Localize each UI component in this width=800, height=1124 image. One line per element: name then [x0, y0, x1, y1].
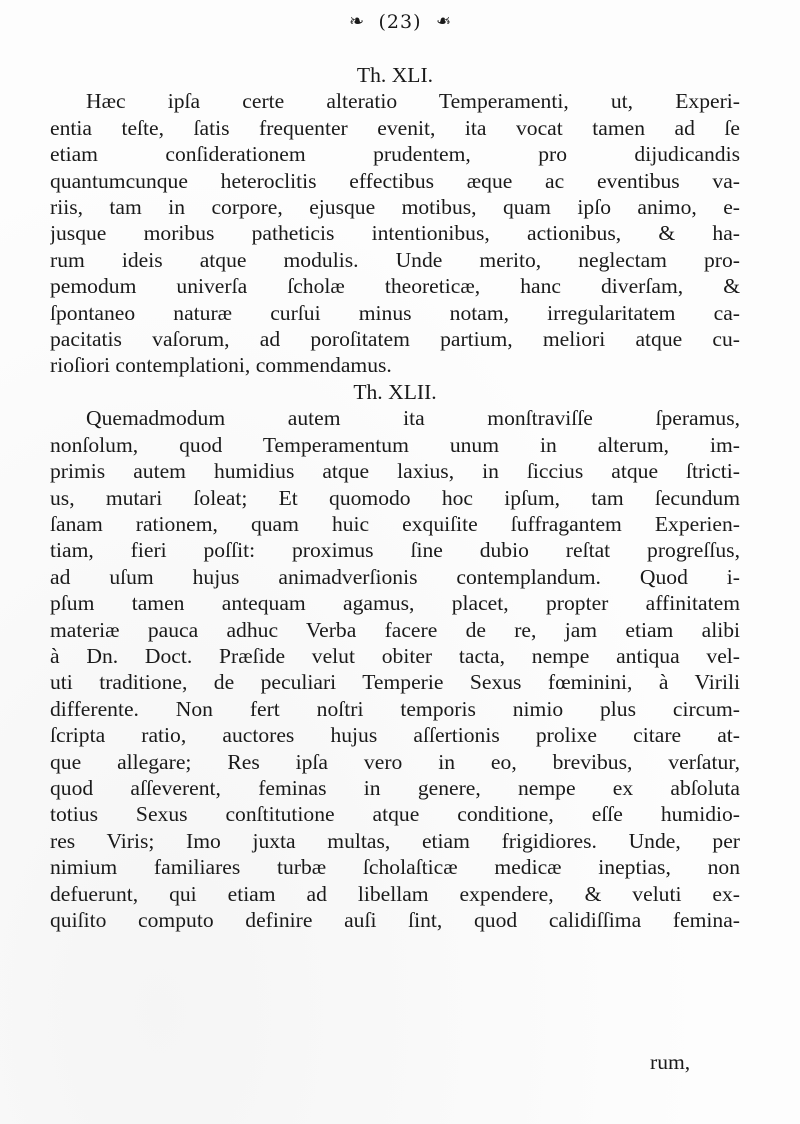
catchword: rum, [650, 1050, 691, 1074]
text-line: differente. Non fert noſtri temporis nimio plus circum- [50, 696, 740, 721]
text-line: rioſiori contemplationi, commendamus. [50, 353, 392, 378]
text-line: defuerunt, qui etiam ad libellam expendere, & veluti ex- [50, 881, 740, 906]
text-line: us, mutari ſoleat; Et quomodo hoc ipſum, tam ſecundum [50, 485, 740, 510]
text-line: pacitatis vaſorum, ad poroſitatem partium, meliori atque cu- [50, 327, 740, 352]
text-line: quod aſſeverent, feminas in genere, nempe ex abſoluta [50, 775, 740, 800]
text-line: res Viris; Imo juxta multas, etiam frigidiores. Unde, per [50, 828, 740, 853]
text-line: quantumcunque heteroclitis effectibus æque ac eventibus va- [50, 168, 740, 193]
page-header [0, 8, 800, 33]
text-line: materiæ pauca adhuc Verba facere de re, jam etiam alibi [50, 617, 740, 642]
text-line: Hæc ipſa certe alteratio Temperamenti, ut, Experi- [86, 89, 740, 114]
text-line: tiam, fieri poſſit: proximus ſine dubio reſtat progreſſus, [50, 538, 740, 563]
section-heading: Th. XLII. [353, 379, 437, 404]
text-line: quiſito computo definire auſi ſint, quod calidiſſima femina- [50, 908, 740, 932]
text-line: ſanam rationem, quam huic exquiſite ſuffragantem Experien- [50, 511, 740, 536]
text-line: nimium familiares turbæ ſcholaſticæ medicæ ineptias, non [50, 855, 740, 880]
text-line: totius Sexus conſtitutione atque conditione, eſſe humidio- [50, 802, 740, 827]
body-text [50, 62, 740, 933]
text-line: uti traditione, de peculiari Temperie Sexus fœminini, à Virili [50, 670, 740, 695]
fleuron-icon: ❧ [434, 11, 451, 32]
page-number: (23) [378, 10, 422, 33]
text-line: pſum tamen antequam agamus, placet, propter affinitatem [50, 591, 740, 616]
fleuron-icon: ❧ [349, 11, 366, 32]
text-line: Quemadmodum autem ita monſtraviſſe ſperamus, [86, 406, 740, 431]
text-line: nonſolum, quod Temperamentum unum in alterum, im- [50, 432, 740, 457]
text-line: ad uſum hujus animadverſionis contemplandum. Quod i- [50, 564, 740, 589]
text-line: riis, tam in corpore, ejusque motibus, quam ipſo animo, e- [50, 195, 740, 220]
text-line: entia teſte, ſatis frequenter evenit, ita vocat tamen ad ſe [50, 115, 740, 140]
section-heading: Th. XLI. [356, 63, 434, 87]
text-line: primis autem humidius atque laxius, in ſiccius atque ſtricti- [50, 459, 740, 484]
text-line: ſcripta ratio, auctores hujus aſſertionis prolixe citare at- [50, 723, 740, 748]
text-line: ſpontaneo naturæ curſui minus notam, irregularitatem ca- [50, 300, 740, 325]
text-line: que allegare; Res ipſa vero in eo, brevibus, verſatur, [50, 749, 740, 774]
text-line: etiam conſiderationem prudentem, pro dijudicandis [50, 142, 740, 167]
text-line: jusque moribus patheticis intentionibus, actionibus, & ha- [50, 221, 740, 246]
text-line: à Dn. Doct. Præſide velut obiter tacta, nempe antiqua vel- [50, 643, 740, 668]
text-line: pemodum univerſa ſcholæ theoreticæ, hanc diverſam, & [50, 274, 740, 299]
text-line: rum ideis atque modulis. Unde merito, neglectam pro- [50, 247, 740, 272]
